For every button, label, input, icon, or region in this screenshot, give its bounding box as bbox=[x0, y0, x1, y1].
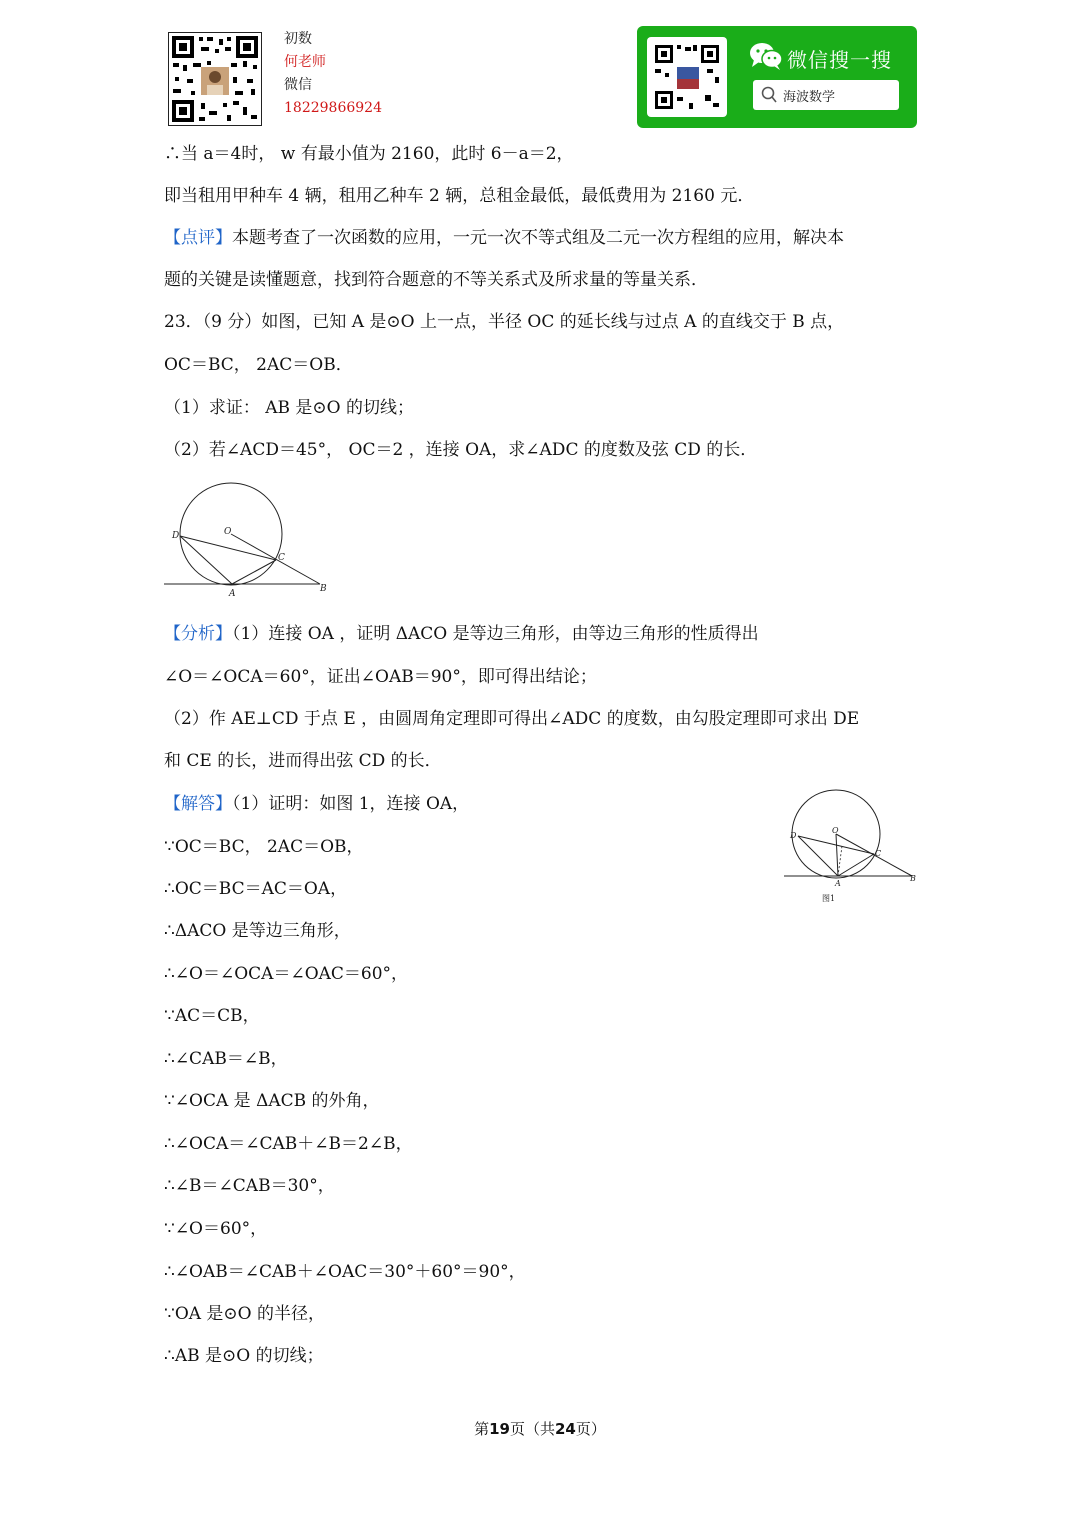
proof-step: ∵AC＝CB， bbox=[164, 1006, 260, 1026]
figure-caption: 图1 bbox=[822, 894, 836, 903]
figure-label-o: O bbox=[832, 826, 839, 835]
wechat-search-card bbox=[637, 26, 917, 128]
proof-step: ∵OC＝BC， 2AC＝OB， bbox=[164, 837, 364, 857]
text-line: 和 CE 的长，进而得出弦 CD 的长． bbox=[164, 751, 442, 771]
figure-label-b: B bbox=[910, 874, 916, 883]
qr-code-icon bbox=[647, 37, 727, 117]
figure-label-d: D bbox=[172, 531, 180, 541]
answer-paragraph bbox=[164, 793, 469, 815]
question-23-part-1: （1）求证： AB 是⊙O 的切线； bbox=[164, 398, 414, 418]
proof-step: ∴ΔACO 是等边三角形， bbox=[164, 921, 351, 941]
footer-suffix: 页） bbox=[575, 1420, 606, 1438]
question-23-part-2: （2）若∠ACD＝45°， OC＝2 ，连接 OA，求∠ADC 的度数及弦 CD 的长． bbox=[164, 440, 758, 460]
contact-teacher: 何老师 bbox=[284, 54, 326, 70]
footer-middle: 页（共 bbox=[509, 1420, 555, 1438]
figure-label-b: B bbox=[320, 584, 327, 594]
proof-step: ∴∠B＝∠CAB＝30°， bbox=[164, 1176, 335, 1196]
footer-prefix: 第 bbox=[474, 1420, 490, 1438]
proof-step: ∴∠CAB＝∠B， bbox=[164, 1049, 288, 1069]
analysis-paragraph bbox=[164, 623, 759, 645]
text-line: ∴当 a＝4时， w 有最小值为 2160，此时 6－a＝2， bbox=[164, 144, 574, 164]
contact-info bbox=[284, 28, 382, 120]
question-23-stem: 23．（9 分）如图，已知 A 是⊙O 上一点，半径 OC 的延长线与过点 A 的直线交于 B 点， bbox=[164, 312, 845, 332]
proof-step: ∵OA 是⊙O 的半径， bbox=[164, 1304, 326, 1324]
footer-total-pages: 24 bbox=[555, 1420, 576, 1438]
figure-label-a: A bbox=[835, 879, 841, 888]
comment-paragraph bbox=[164, 227, 844, 249]
analysis-text: （1）连接 OA ，证明 ΔACO 是等边三角形，由等边三角形的性质得出 bbox=[232, 624, 759, 644]
wechat-search-text: 海波数学 bbox=[783, 90, 836, 105]
contact-subject: 初数 bbox=[284, 31, 312, 47]
wechat-search-title: 微信搜一搜 bbox=[787, 48, 892, 72]
figure-label-c: C bbox=[278, 553, 285, 563]
footer-page-number: 19 bbox=[489, 1420, 510, 1438]
comment-text: 本题考查了一次函数的应用，一元一次不等式组及二元一次方程组的应用，解决本 bbox=[232, 228, 844, 248]
proof-step: ∵∠OCA 是 ΔACB 的外角， bbox=[164, 1091, 380, 1111]
figure-label-o: O bbox=[224, 527, 232, 537]
proof-step: ∴AB 是⊙O 的切线； bbox=[164, 1346, 324, 1366]
contact-wechat-label: 微信 bbox=[284, 77, 312, 93]
answer-figure bbox=[782, 788, 922, 912]
figure-label-c: C bbox=[875, 849, 882, 858]
text-line: 即当租用甲种车 4 辆，租用乙种车 2 辆，总租金最低，最低费用为 2160 元． bbox=[164, 186, 755, 206]
proof-step: ∴∠OAB＝∠CAB＋∠OAC＝30°＋60°＝90°， bbox=[164, 1262, 526, 1282]
figure-label-a: A bbox=[229, 589, 236, 599]
question-figure bbox=[160, 478, 335, 604]
proof-step: ∴∠O＝∠OCA＝∠OAC＝60°， bbox=[164, 964, 409, 984]
proof-step: ∵∠O＝60°， bbox=[164, 1219, 268, 1239]
qr-code-icon bbox=[168, 32, 262, 126]
wechat-search-box bbox=[753, 80, 899, 110]
question-23-conditions: OC＝BC， 2AC＝OB． bbox=[164, 355, 353, 375]
wechat-logo-icon bbox=[749, 41, 783, 75]
contact-phone: 18229866924 bbox=[284, 100, 382, 116]
figure-label-d: D bbox=[790, 831, 797, 840]
text-line: 题的关键是读懂题意，找到符合题意的不等关系式及所求量的等量关系． bbox=[164, 270, 708, 290]
answer-text: （1）证明：如图 1，连接 OA， bbox=[232, 794, 470, 814]
page-footer bbox=[0, 1418, 1080, 1439]
proof-step: ∴OC＝BC＝AC＝OA， bbox=[164, 879, 348, 899]
text-line: ∠O＝∠OCA＝60°，证出∠OAB＝90°，即可得出结论； bbox=[164, 667, 597, 687]
analysis-tag: 【分析】 bbox=[164, 624, 232, 644]
answer-tag: 【解答】 bbox=[164, 794, 232, 814]
search-icon bbox=[761, 86, 777, 108]
proof-step: ∴∠OCA＝∠CAB＋∠B＝2∠B， bbox=[164, 1134, 413, 1154]
comment-tag: 【点评】 bbox=[164, 228, 232, 248]
text-line: （2）作 AE⊥CD 于点 E ，由圆周角定理即可得出∠ADC 的度数，由勾股定理即可求出 DE bbox=[164, 709, 860, 729]
